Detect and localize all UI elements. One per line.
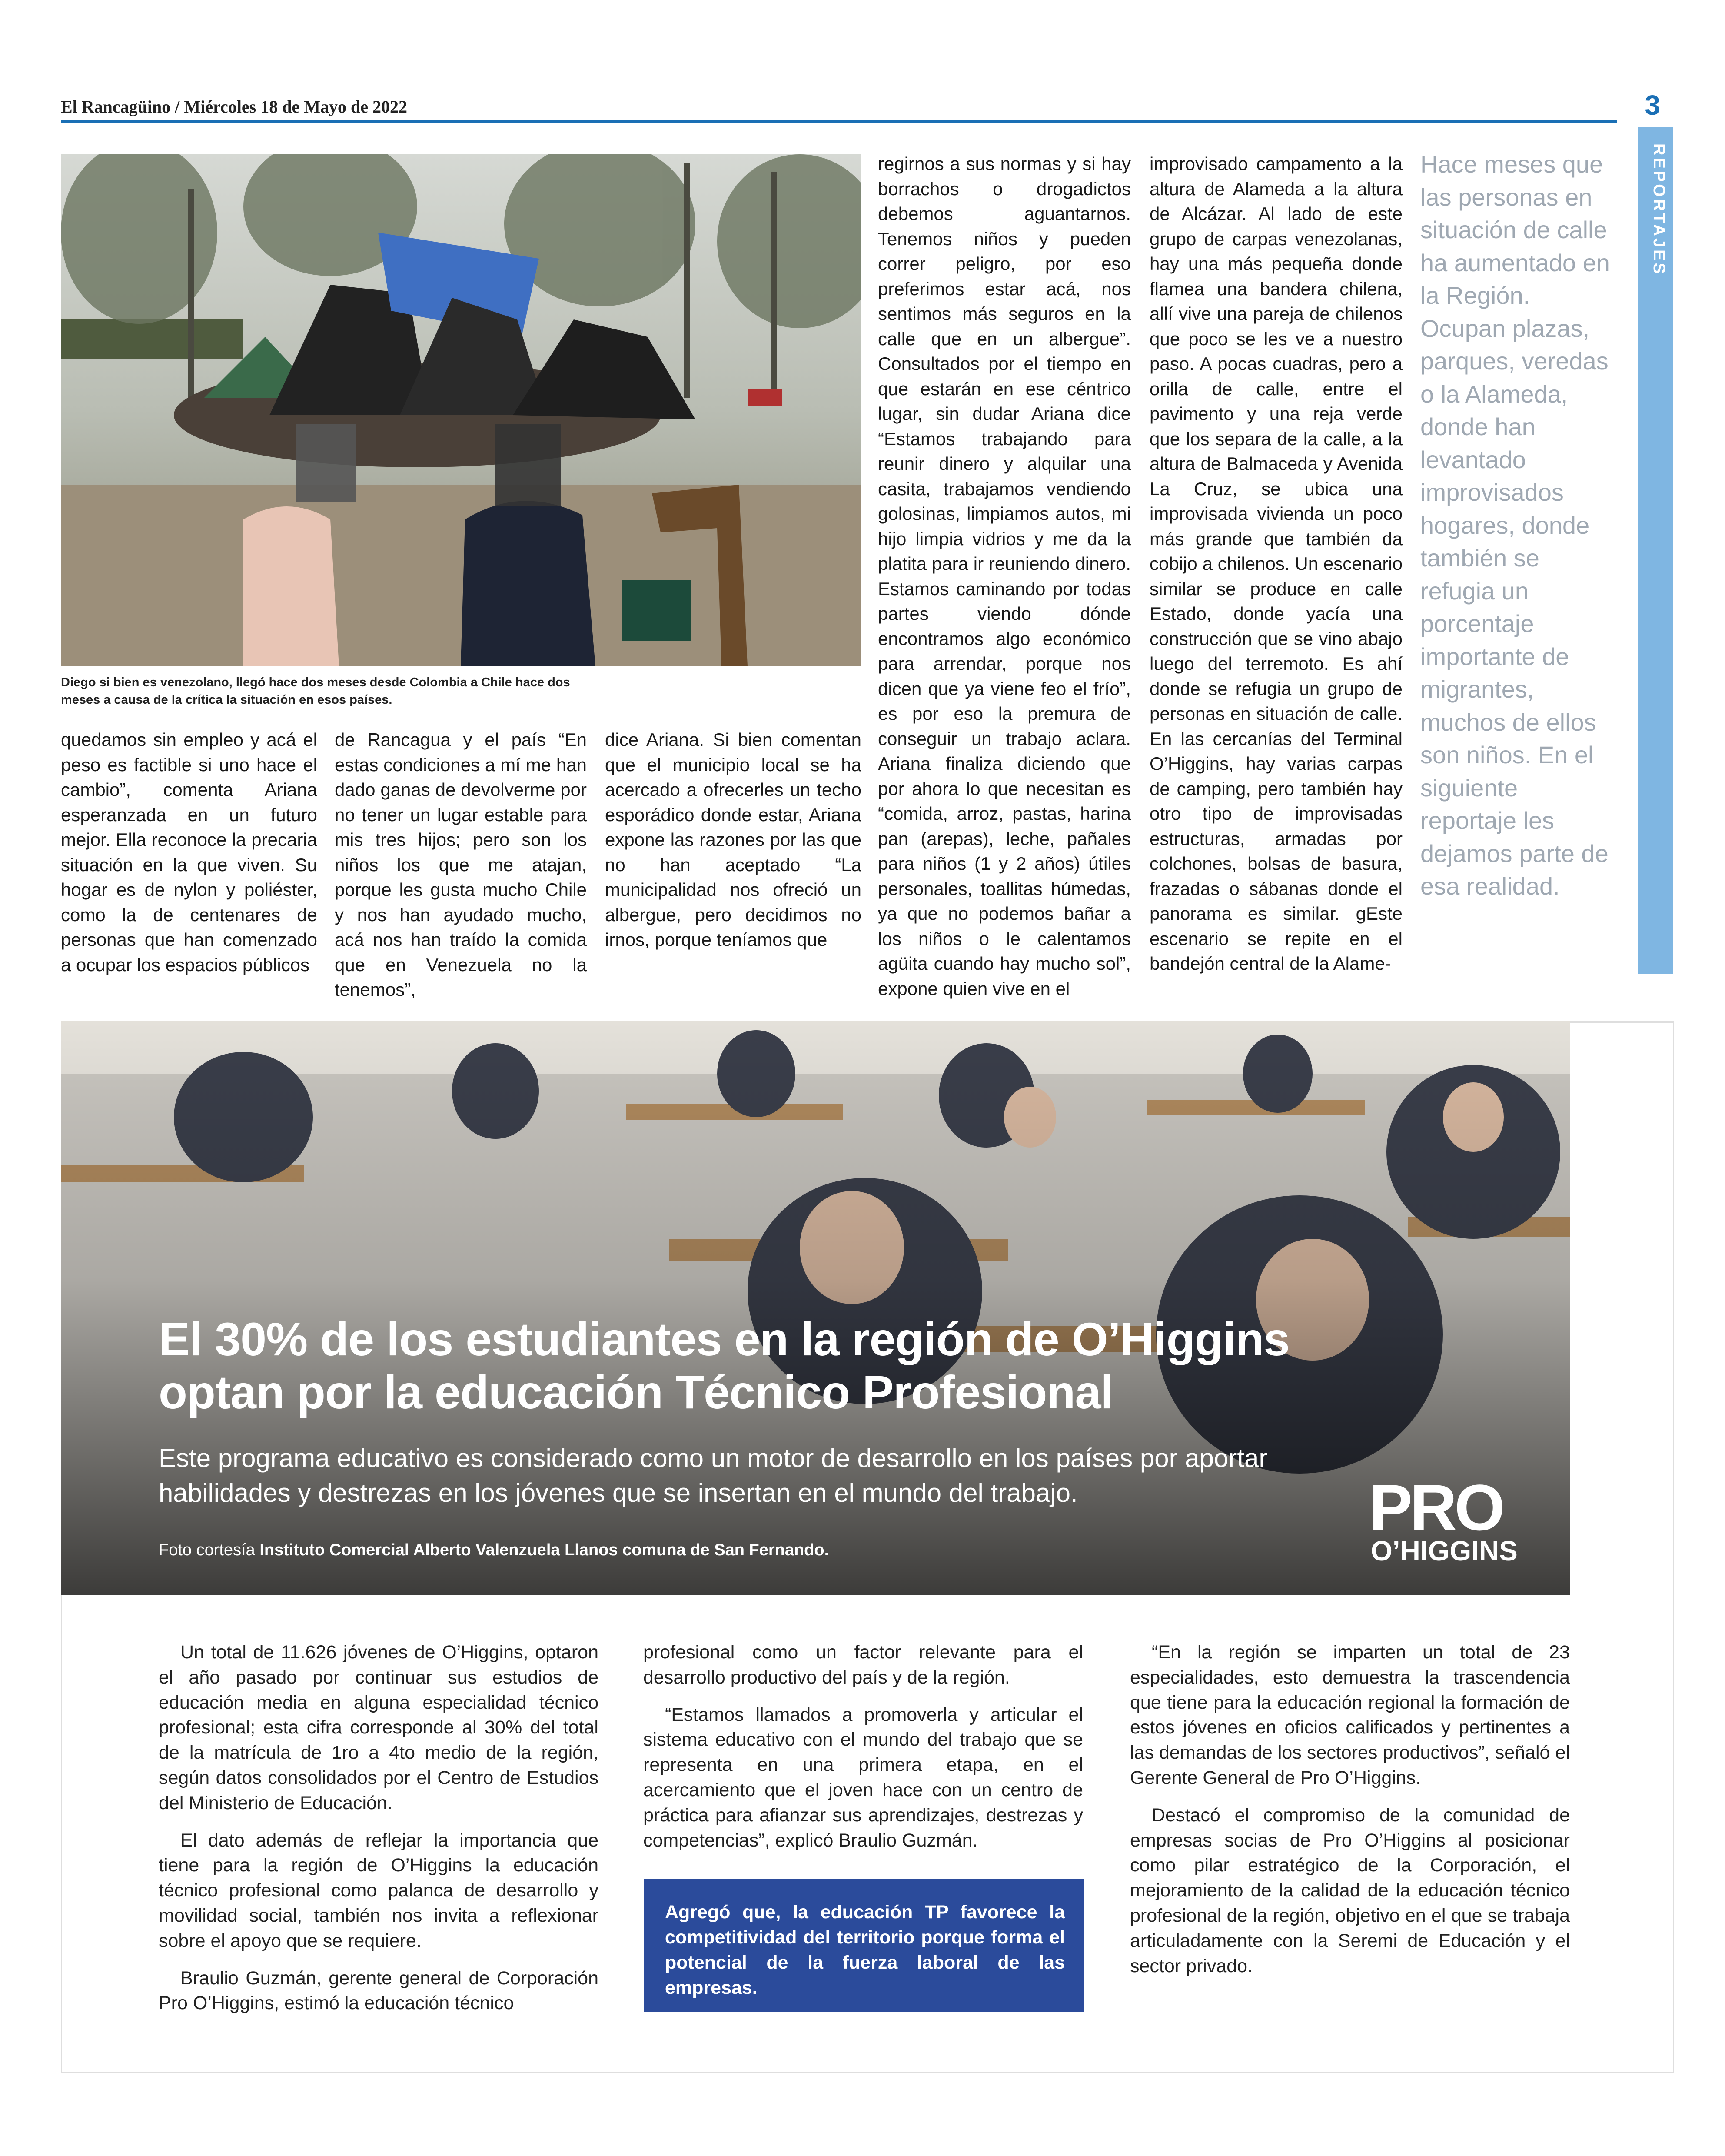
article-headline — [159, 1313, 1506, 1419]
section-label: REPORTAJES — [1650, 143, 1668, 276]
headline-line-1: El 30% de los estudiantes en la región de O’Higgins — [159, 1313, 1290, 1365]
paragraph: Braulio Guzmán, gerente general de Corporación Pro O’Higgins, estimó la educación técnico — [159, 1967, 598, 2014]
newspaper-name: El Rancagüino / — [61, 97, 180, 116]
photo-credit — [159, 1541, 829, 1560]
education-column-1 — [159, 1640, 598, 2028]
paragraph: El dato además de reflejar la importancia que tiene para la región de O’Higgins la educación técnico profesional como palanca de desarrollo y movilidad social, también nos invita a reflexionar sobre el apoyo que se requiere. — [159, 1830, 598, 1951]
article-subheadline: Este programa educativo es considerado como un motor de desarrollo en los países por aportar habilidades y destrezas en los jóvenes que se insertan en el mundo del trabajo. — [159, 1444, 1268, 1507]
photo-credit-prefix: Foto cortesía — [159, 1541, 255, 1559]
paragraph: profesional como un factor relevante para el desarrollo productivo del país y de la región. — [643, 1642, 1083, 1688]
paragraph: “En la región se imparten un total de 23 especialidades, esto demuestra la trascendencia que tiene para la educación regional la formación de estos jóvenes en oficios calificados y pertinentes a las demandas de los sectores productivos”, señaló el Gerente General de Pro O’Higgins. — [1130, 1642, 1570, 1788]
paragraph: “Estamos llamados a promoverla y articular el sistema educativo con el mundo del trabajo que se representa en una primera etapa, en el acercamiento que el joven hace con un centro de práctica para afianzar sus aprendizajes, destrezas y competencias”, explicó Braulio Guzmán. — [643, 1704, 1083, 1851]
camp-photo — [61, 154, 861, 666]
article-column-4: regirnos a sus normas y si hay borrachos o drogadictos debemos aguantarnos. Tenemos niños y pueden correr peligro, por eso preferimos estar acá, nos sentimos más seguros en la calle que en un albergue”. Consultados por el tiempo en que estarán en ese céntrico lugar, sin dudar Ariana dice “Estamos trabajando para reunir dinero y alquilar una casita, trabajamos vendiendo golosinas, limpiamos autos, mi hijo limpia vidrios y me da la platita para ir reuniendo dinero. Estamos caminando por todas partes viendo dónde encontramos algo económico para arrendar, porque nos dicen que ya viene feo el frío”, es por eso la premura de conseguir un trabajo aclara. Ariana finaliza diciendo que por ahora lo que necesitan es “comida, arroz, pastas, harina pan (arepas), leche, pañales para niños (1 y 2 años) útiles personales, toallitas húmedas, ya que no podemos bañar a los niños o le calentamos agüita cuando hay mucho sol”, expone quien vive en el — [878, 153, 1131, 999]
pro-ohiggins-logo — [1369, 1469, 1552, 1569]
header-rule — [61, 120, 1617, 123]
photo-caption: Diego si bien es venezolano, llegó hace dos meses desde Colombia a Chile hace dos meses a causa de la crítica la situación en esos países. — [61, 675, 570, 707]
article-column-3: dice Ariana. Si bien comentan que el municipio local se ha acercado a ofrecerles un techo esporádico donde estar, Ariana expone las razones por las que no han aceptado “La municipalidad nos ofreció un albergue, pero decidimos no irnos, porque teníamos que — [605, 729, 861, 950]
logo-ohiggins-text: O’HIGGINS — [1371, 1535, 1518, 1567]
issue-date: Miércoles 18 de Mayo de 2022 — [184, 97, 407, 116]
education-column-2 — [643, 1640, 1083, 1865]
pull-quote: Hace meses que las personas en situación de calle ha aumentado en la Región. Ocupan plazas, parques, veredas o la Alameda, donde han levantado improvisados hogares, donde también se refugia un porcentaje importante de migrantes, muchos de ellos son niños. En el siguiente reportaje les dejamos parte de esa realidad. — [1420, 150, 1610, 900]
article-column-5: improvisado campamento a la altura de Alameda a la altura de Alcázar. Al lado de este grupo de carpas venezolanas, hay una más pequeña donde flamea una bandera chilena, allí vive una pareja de chilenos que poco se les ve a nuestro paso. A pocas cuadras, pero a orilla de calle, entre el pavimento y una reja verde que los separa de la calle, a la altura de Balmaceda y Avenida La Cruz, se ubica una improvisada vivienda un poco más grande que también da cobijo a chilenos. Un escenario similar se produce en calle Estado, donde yacía una construcción que se vino abajo luego del terremoto. Es ahí donde se refugia un grupo de personas en situación de calle. En las cercanías del Terminal O’Higgins, hay varias carpas de camping, pero también hay otro tipo de improvisadas estructuras, armadas por colchones, bolsas de basura, frazadas o sábanas donde el panorama es similar. gEste escenario se repite en el bandejón central de la Alame- — [1150, 153, 1403, 974]
page-number: 3 — [1645, 90, 1660, 121]
paragraph: Destacó el compromiso de la comunidad de empresas socias de Pro O’Higgins al posicionar como pilar estratégico de la Corporación, el mejoramiento de la calidad de la educación técnico profesional de la región, objetivo en el que se trabaja articuladamente con la Seremi de Educación y el sector privado. — [1130, 1804, 1570, 1976]
logo-pro-text: PRO — [1369, 1471, 1503, 1544]
paragraph: Un total de 11.626 jóvenes de O’Higgins, optaron el año pasado por continuar sus estudios de educación media en alguna especialidad técnico profesional; esta cifra corresponde al 30% del total de la matrícula de 1ro a 4to medio de la región, según datos consolidados por el Centro de Estudios del Ministerio de Educación. — [159, 1642, 598, 1813]
headline-line-2: optan por la educación Técnico Profesional — [159, 1366, 1113, 1418]
photo-credit-source: Instituto Comercial Alberto Valenzuela Llanos comuna de San Fernando. — [259, 1541, 829, 1559]
education-column-3 — [1130, 1640, 1570, 1991]
highlight-quote-text: Agregó que, la educación TP favorece la competitividad del territorio porque forma el potencial de la fuerza laboral de las empresas. — [665, 1902, 1065, 1998]
article-column-2: de Rancagua y el país “En estas condiciones a mí me han dado ganas de devolverme por no tener un lugar estable para mis tres hijos; pero son los niños los que me atajan, porque les gusta mucho Chile y nos han ayudado mucho, acá nos han traído la comida que en Venezuela no la tenemos”, — [335, 729, 587, 1000]
page-header — [61, 96, 407, 117]
article-column-1: quedamos sin empleo y acá el peso es factible si uno hace el cambio”, comenta Ariana esperanzada en un futuro mejor. Ella reconoce la precaria situación en la que viven. Su hogar es de nylon y poliéster, como la de centenares de personas que han comenzado a ocupar los espacios públicos — [61, 729, 317, 975]
